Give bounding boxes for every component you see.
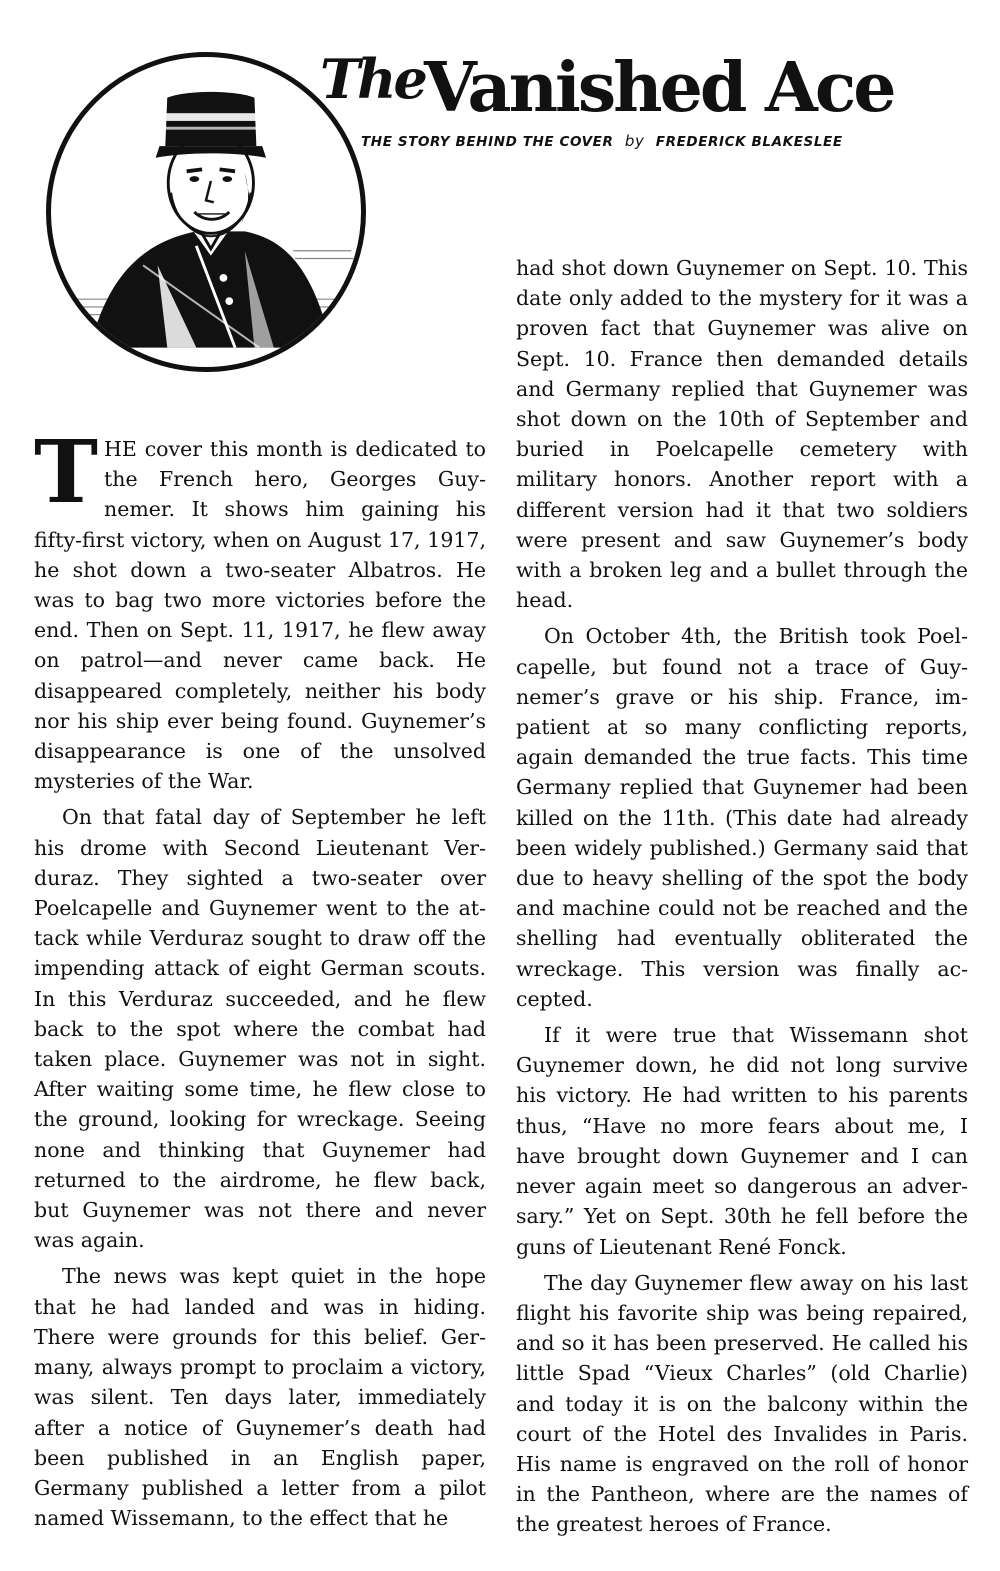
- article-column-right: [516, 253, 968, 1540]
- paragraph: If it were true that Wissemann shot Guynemer down, he did not long survive his victory. He had written to his parents thus, “Have no more fears about me, I have brought down Guynemer and I can never again meet so dangerous an adversary.” Yet on Sept. 30th he fell before the guns of Lieutenant René Fonck.: [516, 1023, 968, 1259]
- paragraph: The news was kept quiet in the hope that he had landed and was in hiding. There were grounds for this belief. Germany, always prompt to proclaim a victory, was silent. Ten days later, immediately after a notice of Guynemer’s death had been published in an English paper, Germany published a letter from a pilot named Wissemann, to the effect that he: [34, 1264, 486, 1531]
- paragraph: On that fatal day of September he left his drome with Second Lieutenant Verduraz. They sighted a two-seater over Poelcapelle and Guynemer went to the attack while Verduraz sought to draw off the impending attack of eight German scouts. In this Verduraz succeeded, and he flew back to the spot where the combat had taken place. Guynemer was not in sight. After waiting some time, he flew close to the ground, looking for wreckage. Seeing none and thinking that Guynemer had returned to the airdrome, he flew back, but Guynemer was not there and never was again.: [34, 805, 486, 1253]
- author-name: FREDERICK BLAKESLEE: [655, 134, 843, 150]
- article-column-left: [34, 422, 486, 1533]
- paragraph-text: HE cover this month is dedicated to the French hero, Georges Guynemer. It shows him gaining his fifty-first victory, when on August 17, 1917, he shot down a two-seater Albatros. He was to bag two more victories before the end. Then on Sept. 11, 1917, he flew away on patrol—and never came back. He disappeared completely, neither his body nor his ship ever being found. Guynemer’s disappearance is one of the unsolved mysteries of the War.: [34, 437, 486, 794]
- article-title: [302, 48, 982, 128]
- paragraph: On October 4th, the British took Poelcapelle, but found not a trace of Guynemer’s grave or his ship. France, impatient at so many conflicting reports, again demanded the true facts. This time Germany replied that Guynemer had been killed on the 11th. (This date had already been widely published.) Germany said that due to heavy shelling of the spot the body and machine could not be reached and the shelling had eventually obliterated the wreckage. This version was finally accepted.: [516, 624, 968, 1011]
- byline-by: by: [624, 132, 645, 150]
- byline: [361, 132, 961, 150]
- title-main: Vanished Ace: [424, 48, 894, 128]
- paragraph: The day Guynemer flew away on his last flight his favorite ship was being repaired, and so it has been preserved. He called his little Spad “Vieux Charles” (old Charlie) and today it is on the balcony within the court of the Hotel des Invalides in Paris. His name is engraved on the roll of honor in the Pantheon, where are the names of the greatest heroes of France.: [516, 1270, 968, 1537]
- subtitle: THE STORY BEHIND THE COVER: [361, 134, 614, 150]
- drop-cap: T: [34, 422, 98, 523]
- paragraph: [34, 422, 486, 796]
- paragraph: had shot down Guynemer on Sept. 10. This date only added to the mystery for it was a proven fact that Guynemer was alive on Sept. 10. France then demanded details and Germany replied that Guynemer was shot down on the 10th of September and buried in Poelcapelle cemetery with military honors. Another report with a different version had it that two soldiers were present and saw Guynemer’s body with a broken leg and a bullet through the head.: [516, 256, 968, 613]
- title-prefix: The: [320, 47, 425, 111]
